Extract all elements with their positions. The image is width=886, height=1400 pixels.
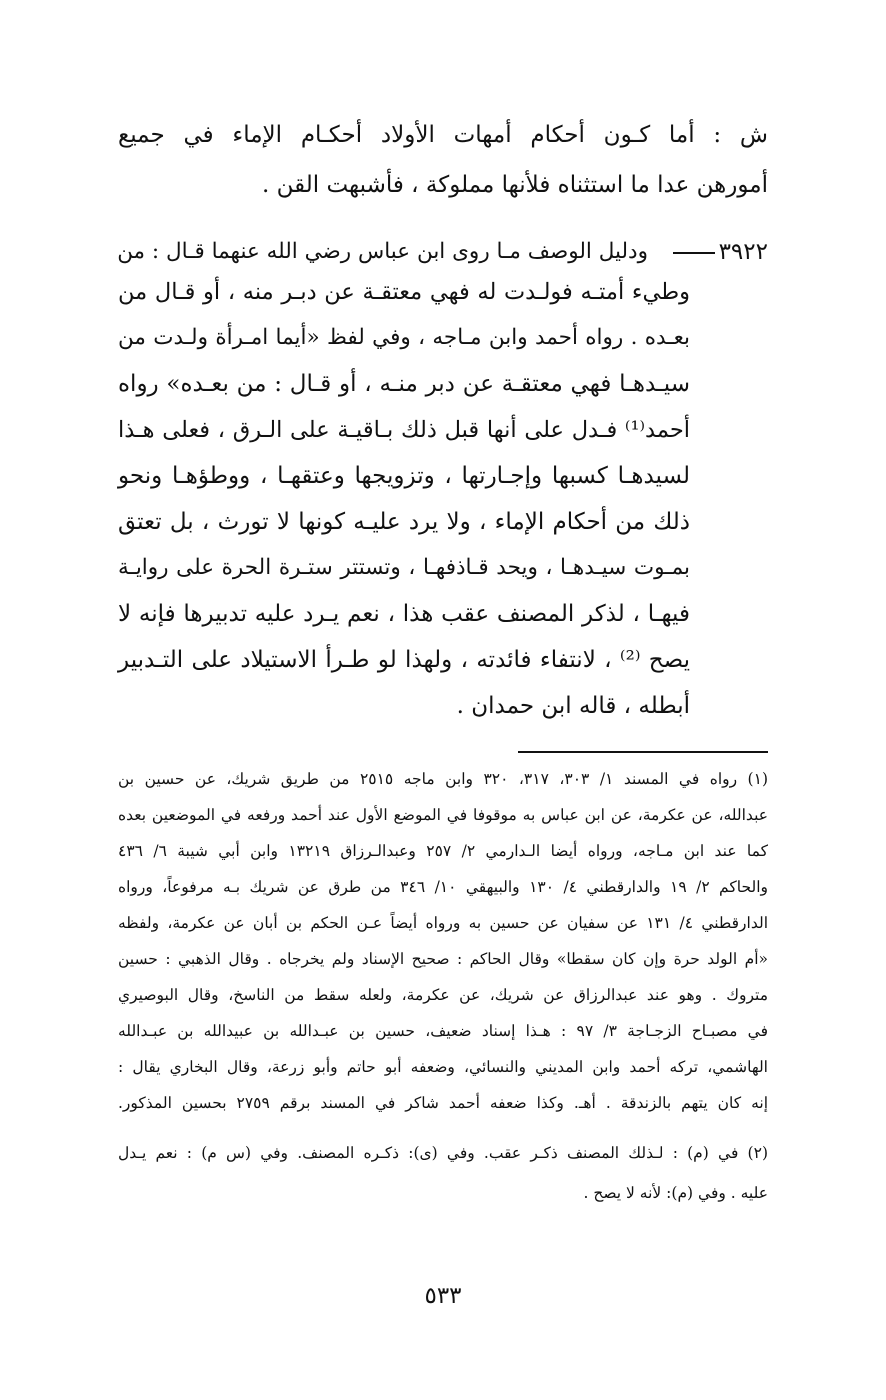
footnote-line: متروك . وهو عند عبدالرزاق عن شريك، عن عكرمة، ولعله سقط من الناسخ، وقال البوصيري	[118, 986, 768, 1004]
entry-line: بمـوت سيـدهـا ، ويحد قـاذفهـا ، وتستتر ستـرة الحرة على روايـة	[118, 555, 690, 580]
page-number: ٥٣٣	[424, 1283, 462, 1309]
footnote-line: عليه . وفي (م): لأنه لا يصح .	[583, 1184, 768, 1202]
footnote-line: (٢) في (م) : لـذلك المصنف ذكـر عقب. وفي (ى): ذكـره المصنف. وفي (س م) : نعم يـدل	[118, 1144, 769, 1162]
footnote-line: والحاكم ٢/ ١٩ والدارقطني ٤/ ١٣٠ والبيهقي ١٠/ ٣٤٦ من طرق عن شريك بـه مرفوعاً، ورواه	[118, 878, 768, 896]
entry-line: سيـدهـا فهي معتقـة عن دبر منـه ، أو قـال : من بعـده» رواه	[118, 371, 690, 397]
entry-line: فيهـا ، لذكر المصنف عقب هذا ، نعم يـرد عليه تدبيرها فإنه لا	[118, 601, 690, 627]
footnote-line: عبدالله، عن عكرمة، عن ابن عباس به موقوفا في الموضع الأول عند أحمد ورفعه في الموضعين بعده	[118, 806, 768, 824]
entry-line: بعـده . رواه أحمد وابن مـاجه ، وفي لفظ «أيما امـرأة ولـدت من	[118, 325, 690, 350]
entry-line: أبطله ، قاله ابن حمدان .	[456, 693, 690, 719]
entry-first-line: ودليل الوصف مـا روى ابن عباس رضي الله عنهما قـال : من	[117, 239, 648, 264]
entry-number-value: ٣٩٢٢	[718, 239, 768, 265]
footnote-line: الدارقطني ٤/ ١٣١ عن سفيان عن حسين به ورواه أيضاً عـن الحكم بن أبان عن عكرمة، ولفظه	[118, 914, 769, 932]
footnote-separator	[518, 751, 768, 753]
entry-line: لسيدهـا كسبها وإجـارتها ، وتزويجها وعتقهـا ، ووطؤهـا ونحو	[118, 463, 690, 489]
entry-line: أحمد⁽¹⁾ فـدل على أنها قبل ذلك بـاقيـة على الـرق ، فعلى هـذا	[118, 417, 690, 443]
footnote-line: في مصبـاح الزجـاجة ٣/ ٩٧ : هـذا إسناد ضعيف، حسين بن عبـدالله بن عبيدالله بن عبـدالله	[118, 1022, 768, 1040]
intro-line-2: أمورهن عدا ما استثناه فلأنها مملوكة ، فأشبهت القن .	[262, 172, 768, 198]
entry-line: ذلك من أحكام الإماء ، ولا يرد عليـه كونها لا تورث ، بل تعتق	[118, 509, 691, 535]
footnote-line: إنه كان يتهم بالزندقة . أهـ. وكذا ضعفه أحمد شاكر في المسند برقم ٢٧٥٩ بحسين المذكور.	[118, 1094, 768, 1112]
entry-number	[673, 232, 768, 272]
footnote-line: (١) رواه في المسند ١/ ٣٠٣، ٣١٧، ٣٢٠ وابن ماجه ٢٥١٥ من طريق شريك، عن حسين بن	[118, 770, 768, 788]
entry-dash	[673, 252, 715, 254]
footnote-line: «أم الولد حرة وإن كان سقطا» وقال الحاكم : صحيح الإسناد ولم يخرجاه . وقال الذهبي : حسين	[118, 950, 768, 968]
footnote-line: كما عند ابن مـاجه، ورواه أيضا الـدارمي ٢/ ٢٥٧ وعبدالـرزاق ١٣٢١٩ وابن أبي شيبة ٦/ ٤٣٦	[118, 842, 768, 860]
entry-line: يصح ⁽²⁾ ، لانتفاء فائدته ، ولهذا لو طـرأ الاستيلاد على التـدبير	[118, 647, 690, 673]
footnote-line: الهاشمي، تركه أحمد وابن المديني والنسائي، وضعفه أبو حاتم وأبو زرعة، وقال البخاري يقال :	[118, 1058, 768, 1076]
intro-line-1: ش : أما كـون أحكام أمهات الأولاد أحكـام الإماء في جميع	[118, 122, 768, 148]
entry-line: وطيء أمتـه فولـدت له فهي معتقـة عن دبـر منه ، أو قـال من	[118, 279, 690, 305]
